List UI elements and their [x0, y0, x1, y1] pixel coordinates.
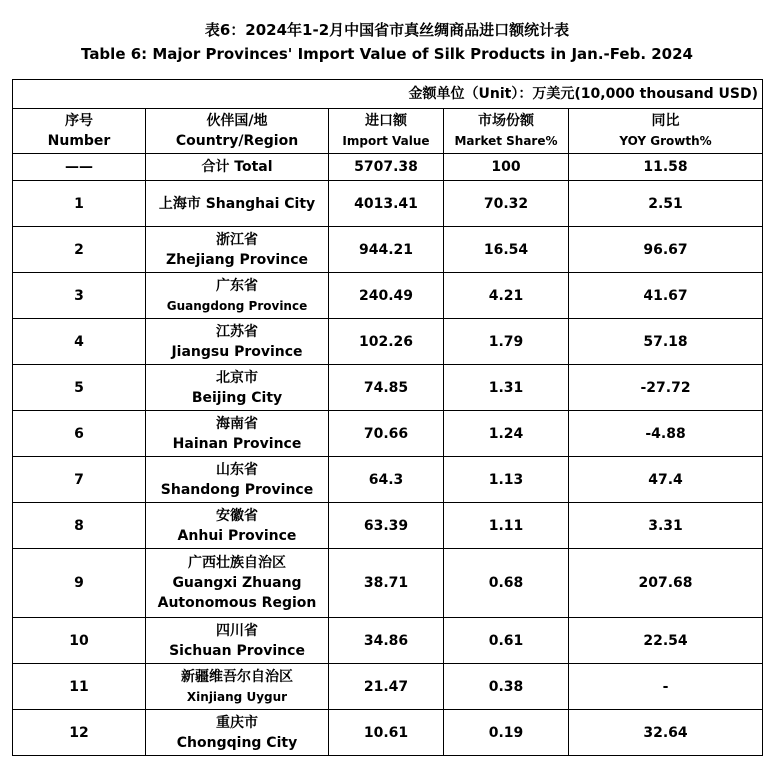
table-row: [13, 710, 763, 756]
region-name-en-cont: Autonomous Region: [157, 595, 317, 611]
row-yoy: 57.18: [569, 319, 763, 365]
row-yoy: 41.67: [569, 273, 763, 319]
row-import: 102.26: [329, 319, 444, 365]
row-import: 70.66: [329, 411, 444, 457]
row-share: 1.79: [444, 319, 569, 365]
row-region: [146, 227, 329, 273]
row-import: 38.71: [329, 549, 444, 618]
region-name-en: Jiangsu Province: [171, 343, 303, 360]
row-import: 10.61: [329, 710, 444, 756]
table-row: [13, 618, 763, 664]
row-import: 74.85: [329, 365, 444, 411]
row-import: 63.39: [329, 503, 444, 549]
total-row: [13, 154, 763, 181]
total-yoy: 11.58: [569, 154, 763, 181]
row-share: 70.32: [444, 181, 569, 227]
header-region: [146, 109, 329, 154]
row-number: 4: [13, 319, 146, 365]
region-name-cn: 新疆维吾尔自治区: [181, 668, 293, 685]
region-name-cn: 北京市: [216, 369, 258, 386]
header-yoy-cn: 同比: [651, 113, 680, 129]
unit-label: 金额单位（Unit）：万美元(10,000 thousand USD): [13, 80, 763, 109]
row-number: 2: [13, 227, 146, 273]
header-number-en: Number: [47, 133, 111, 149]
row-number: 12: [13, 710, 146, 756]
header-share: [444, 109, 569, 154]
table-title-en: Table 6: Major Provinces' Import Value of Silk Products in Jan.-Feb. 2024: [81, 45, 693, 63]
row-region: [146, 181, 329, 227]
table-row: [13, 365, 763, 411]
row-yoy: 32.64: [569, 710, 763, 756]
region-name-en: Beijing City: [191, 389, 283, 406]
total-name: 合计 Total: [146, 154, 329, 181]
header-import: [329, 109, 444, 154]
row-region: [146, 457, 329, 503]
region-name-cn: 海南省: [216, 415, 258, 432]
table-row: [13, 457, 763, 503]
row-yoy: 96.67: [569, 227, 763, 273]
row-region: [146, 365, 329, 411]
row-import: 34.86: [329, 618, 444, 664]
table-row: [13, 549, 763, 618]
header-region-cn: 伙伴国/地: [206, 113, 268, 129]
row-number: 3: [13, 273, 146, 319]
region-name-en: Guangxi Zhuang: [172, 575, 302, 591]
region-name-en: Chongqing City: [176, 734, 298, 751]
region-name-en: Shandong Province: [160, 481, 314, 498]
table-row: [13, 503, 763, 549]
row-yoy: -27.72: [569, 365, 763, 411]
row-import: 4013.41: [329, 181, 444, 227]
import-value-table: [12, 79, 763, 756]
row-share: 1.11: [444, 503, 569, 549]
region-name-en: Zhejiang Province: [166, 251, 308, 268]
row-share: 0.38: [444, 664, 569, 710]
row-import: 21.47: [329, 664, 444, 710]
table-row: [13, 664, 763, 710]
region-name-cn: 四川省: [216, 622, 258, 639]
region-name-en: Guangdong Province: [166, 298, 308, 313]
row-yoy: 47.4: [569, 457, 763, 503]
row-region: [146, 664, 329, 710]
row-region: [146, 710, 329, 756]
row-yoy: 2.51: [569, 181, 763, 227]
header-yoy: [569, 109, 763, 154]
row-number: 9: [13, 549, 146, 618]
row-number: 5: [13, 365, 146, 411]
table-row: [13, 181, 763, 227]
header-share-cn: 市场份额: [478, 113, 534, 129]
header-region-en: Country/Region: [175, 133, 299, 149]
total-share: 100: [444, 154, 569, 181]
row-share: 0.68: [444, 549, 569, 618]
row-number: 8: [13, 503, 146, 549]
header-share-en: Market Share%: [454, 134, 558, 148]
region-name-cn: 重庆市: [216, 714, 258, 731]
region-name-en: Xinjiang Uygur: [186, 689, 288, 704]
table-title-cn: 表6：2024年1-2月中国省市真丝绸商品进口额统计表: [204, 21, 570, 39]
row-yoy: -4.88: [569, 411, 763, 457]
region-name-cn: 浙江省: [216, 231, 258, 248]
region-name-cn: 山东省: [216, 461, 258, 478]
region-name-en: Hainan Province: [172, 435, 302, 452]
row-share: 4.21: [444, 273, 569, 319]
row-yoy: 3.31: [569, 503, 763, 549]
row-share: 16.54: [444, 227, 569, 273]
row-region: [146, 503, 329, 549]
row-share: 1.31: [444, 365, 569, 411]
row-number: 1: [13, 181, 146, 227]
region-name-cn: 广东省: [216, 277, 258, 294]
region-name: 上海市 Shanghai City: [158, 195, 316, 212]
header-import-cn: 进口额: [365, 113, 407, 129]
row-region: [146, 273, 329, 319]
row-number: 6: [13, 411, 146, 457]
table-row: [13, 411, 763, 457]
row-yoy: -: [569, 664, 763, 710]
header-number-cn: 序号: [65, 113, 93, 129]
row-number: 11: [13, 664, 146, 710]
row-share: 0.19: [444, 710, 569, 756]
region-name-en: Sichuan Province: [169, 642, 305, 659]
row-share: 1.24: [444, 411, 569, 457]
row-share: 1.13: [444, 457, 569, 503]
header-number: [13, 109, 146, 154]
row-yoy: 22.54: [569, 618, 763, 664]
row-region: [146, 549, 329, 618]
region-name-cn: 江苏省: [216, 323, 258, 340]
row-import: 240.49: [329, 273, 444, 319]
region-name-cn: 广西壮族自治区: [188, 555, 286, 571]
table-row: [13, 319, 763, 365]
row-import: 64.3: [329, 457, 444, 503]
total-import: 5707.38: [329, 154, 444, 181]
row-yoy: 207.68: [569, 549, 763, 618]
header-yoy-en: YOY Growth%: [619, 134, 712, 148]
row-import: 944.21: [329, 227, 444, 273]
table-row: [13, 227, 763, 273]
row-region: [146, 411, 329, 457]
region-name-en: Anhui Province: [177, 527, 297, 544]
header-row: [13, 109, 763, 154]
row-number: 7: [13, 457, 146, 503]
row-region: [146, 618, 329, 664]
row-share: 0.61: [444, 618, 569, 664]
unit-row: [13, 80, 763, 109]
table-row: [13, 273, 763, 319]
total-number: ——: [13, 154, 146, 181]
header-import-en: Import Value: [342, 134, 430, 148]
region-name-cn: 安徽省: [216, 507, 258, 524]
row-number: 10: [13, 618, 146, 664]
row-region: [146, 319, 329, 365]
